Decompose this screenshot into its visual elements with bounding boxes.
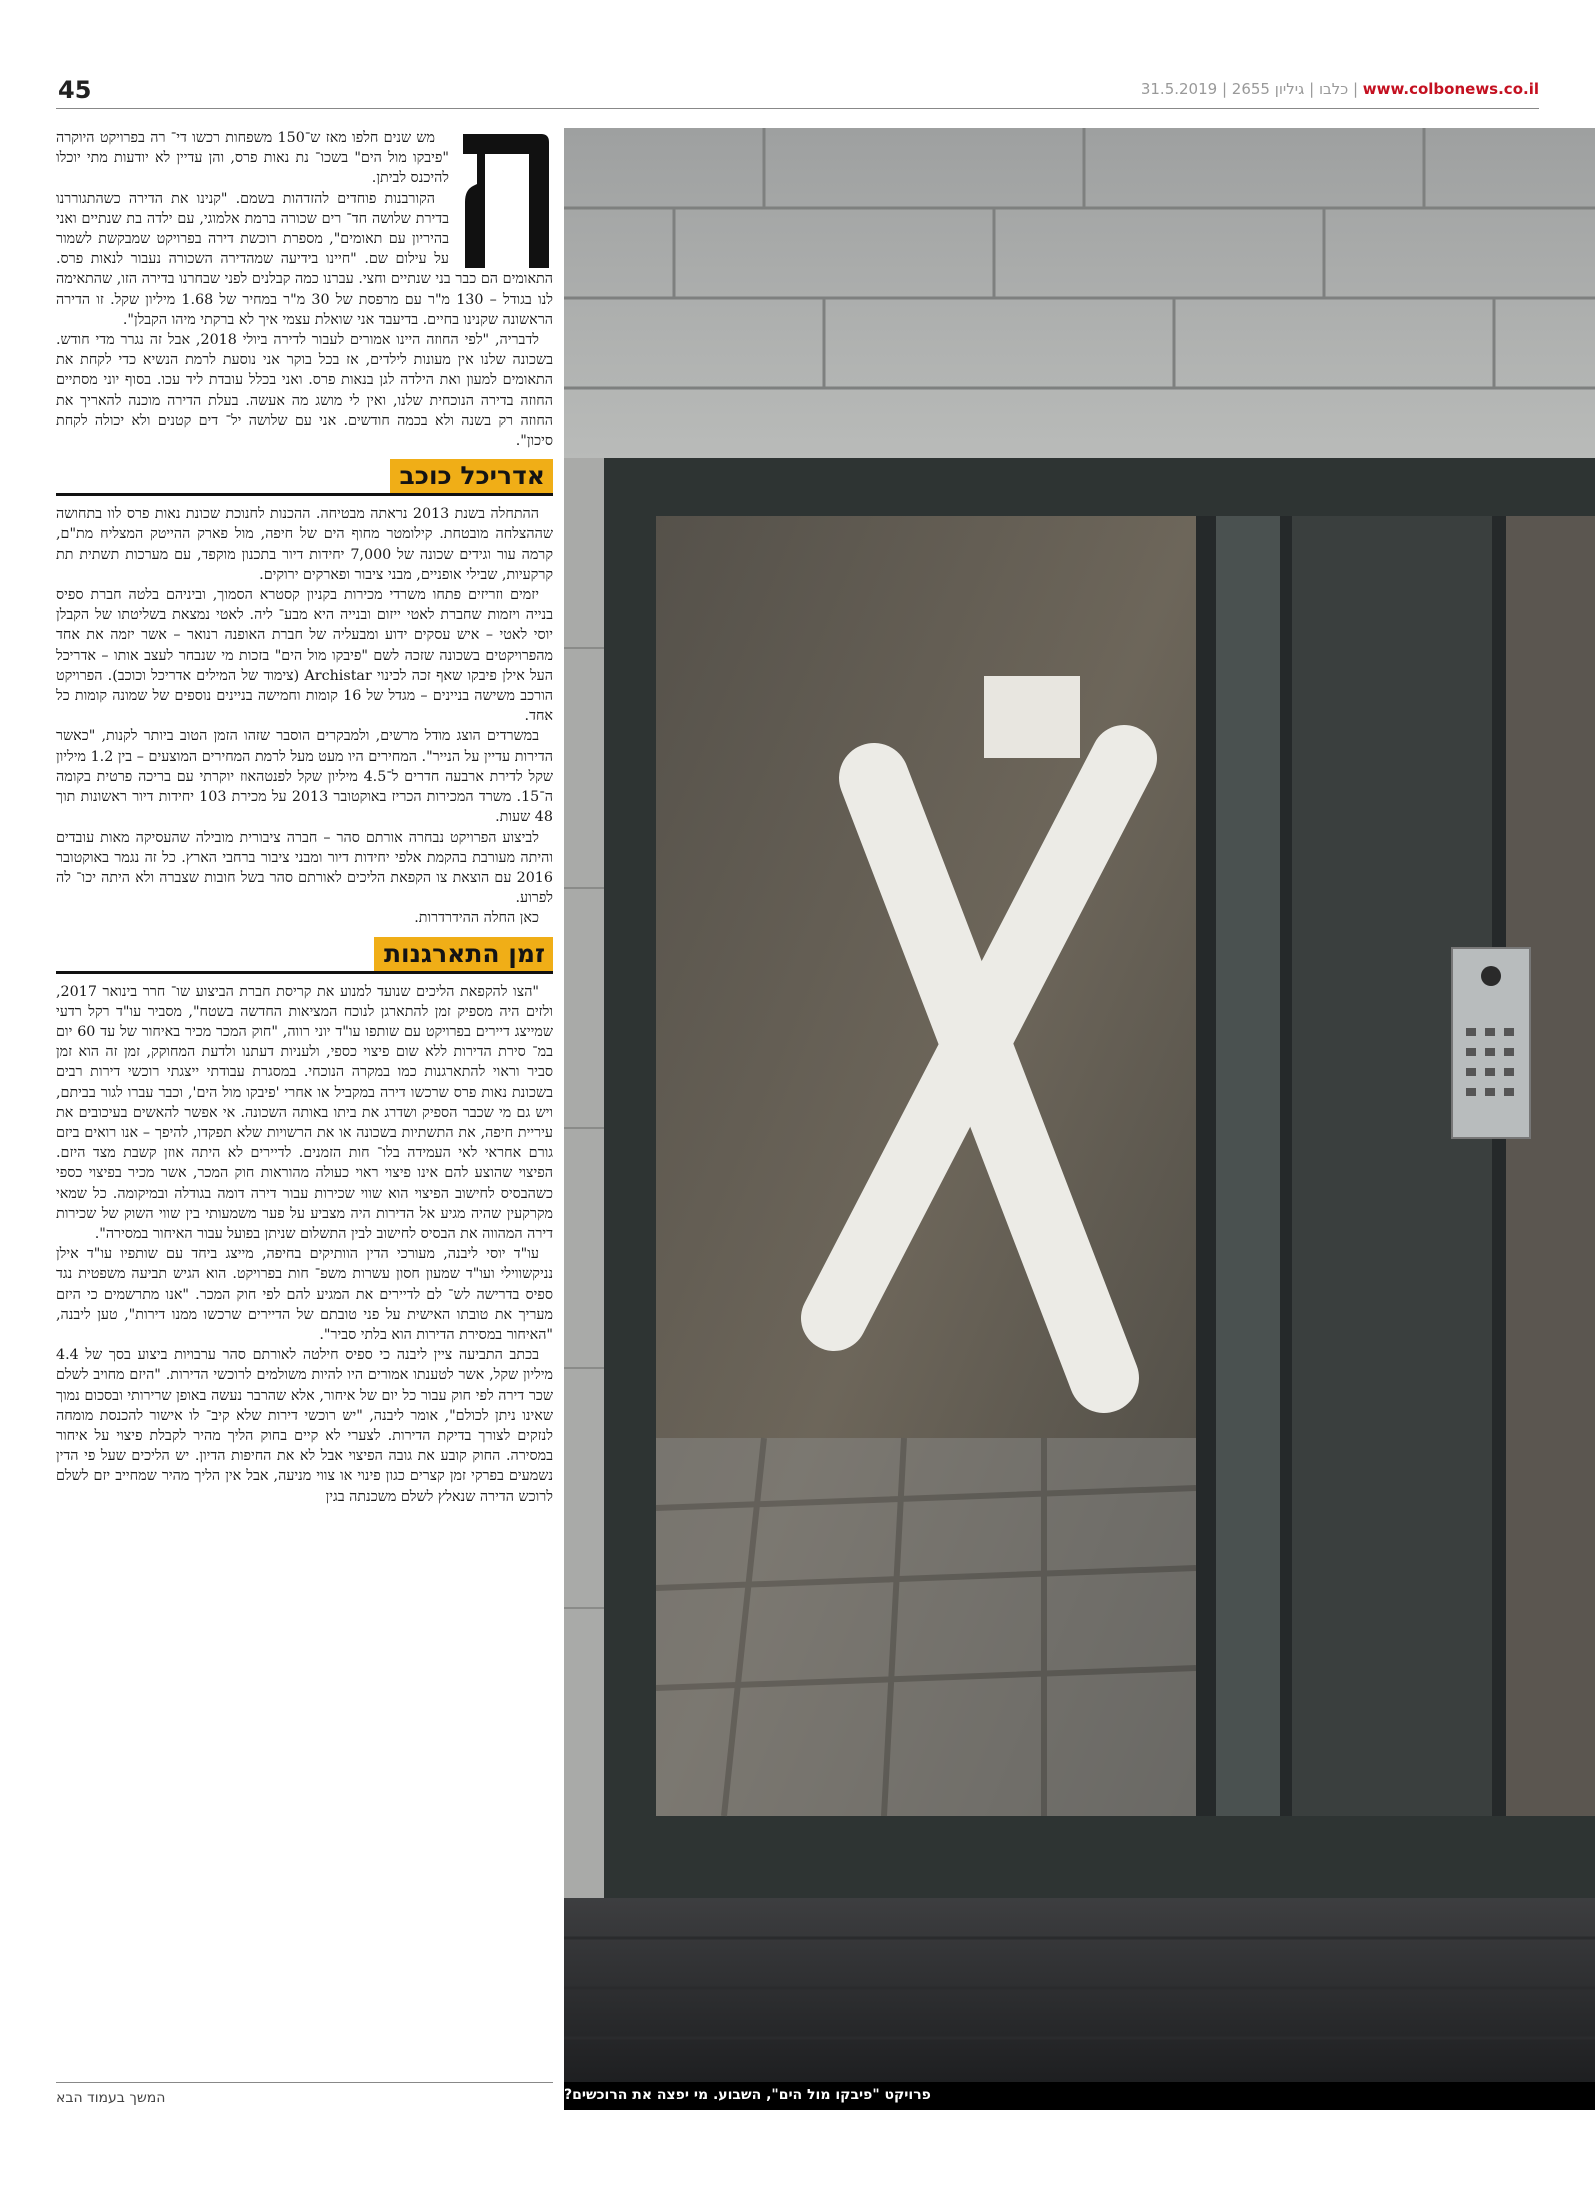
publication-name: כלבו xyxy=(1318,80,1349,98)
header-meta xyxy=(1141,80,1539,98)
body-paragraph: בכתב התביעה ציין ליבנה כי ספיס חילטה לאורתם סהר ערבויות ביצוע בסך של 4.4 מיליון שקל, אשר לטענתו אמורים היו להיות משולמים לרוכשי הדירות. "היזם מחויב לשלם שכר דירה לפי חוק עבור כל יום של איחור, אלא שהרבר נעשה באופן שרירותי ובסכום נמוך שאינו ניתן לכולם", אומר ליבנה, "יש רוכשי דירות שלא קיב־ לו אישור להכנסת מומחה לנזקים לצורך בדיקת הדירות. לצערי לא קיים בחוק הליך מהיר לקבלת פיצוי על איחור במסירה. החוק קובע את גובה הפיצוי אבל לא את החיפות הדיון. יש הליכים שעל פי הדין נשמעים בפרקי זמן קצרים כגון פינוי או צווי מניעה, אבל אין הליך מהיר שמחייב יזם לשלם לרוכש הדירה שנאלץ לשלם משכנתה בגין xyxy=(56,1347,553,1505)
drop-cap-glyph xyxy=(459,130,553,268)
article-photo xyxy=(564,128,1595,2082)
body-paragraph: ההתחלה בשנת 2013 נראתה מבטיחה. ההכנות לחנוכת שכונת נאות פרס לוו בתחושה שההצלחה מובטחת. קילומטר מחוף הים של חיפה, מול פארק ההייטק המצליח מת"ם, קרמה עור וגידים שכונה של 7,000 יחידות דיור בתכנון מוקפד, עם מערכות תשתית תת קרקעיות, שבילי אופניים, מבני ציבור ופארקים ירוקים. xyxy=(56,506,553,583)
photo-caption-strip xyxy=(564,2082,1595,2110)
intro-paragraph: לדבריה, "לפי החוזה היינו אמורים לעבור לדירה ביולי 2018, אבל זה נגרר מדי חודש. בשכונה שלנו אין מעונות לילדים, אז בכל בוקר אני נוסעת לרמת הנשיא כדי לקחת את התאומים למעון ואת הילדה לגן בנאות פרס. ואני בכלל עובדת ליד עכו. בסוף יוני מסתיים החוזה בדירה הנוכחית שלנו, ואין לי מושג מה אעשה. בעלת הדירה מוכנה להאריך את החוזה רק בשנה ולא בכמה חודשים. אני עם שלושה יל־ דים קטנים ולא יכולה לקחת סיכון". xyxy=(56,332,553,450)
issue-date: 31.5.2019 xyxy=(1140,80,1218,98)
subheading-rule xyxy=(56,971,553,974)
subheading-architect xyxy=(56,459,553,496)
body-paragraph: במשרדים הוצג מודל מרשים, ולמבקרים הוסבר שזהו הזמן הטוב ביותר לקנות, "כאשר הדירות עדיין על הנייר". המחירים היו מעט מעל לרמת המחירים המוצעים – בין 1.2 מיליון שקל לדירת ארבעה חדרים ל־4.5 מיליון שקל לפנטהאוז יוקרתי עם בריכה פרטית בקומה ה־15. משרד המכירות הכריז באוקטובר 2013 על מכירת 103 יחידות דיור ראשונות תוך 48 שעות. xyxy=(56,728,553,826)
header-sep: | xyxy=(1348,80,1358,98)
subheading-rule xyxy=(56,493,553,496)
footer-rule xyxy=(56,2082,553,2083)
intro-paragraph: מש שנים חלפו מאז ש־150 משפחות רכשו די־ רה בפרויקט היוקרה "פיבקו מול הים" בשכו־ נת נאות פרס, והן עדיין לא יודעות מתי יוכלו להיכנס לביתן. xyxy=(56,130,449,187)
header-rule xyxy=(56,108,1539,109)
subheading-text: אדריכל כוכב xyxy=(390,459,553,493)
header-sep: | xyxy=(1217,80,1228,98)
drop-cap xyxy=(459,130,553,268)
photo-caption: פרויקט "פיבקו מול הים", השבוע. מי יפצה את הרוכשים? xyxy=(564,2087,931,2103)
intro-paragraph: הקורבנות פוחדים להזדהות בשמם. "קנינו את הדירה כשהתגוררנו בדירת שלושה חד־ רים שכורה ברמת אלמוגי, עם ילדה בת שנתיים ואני בהיריון עם תאומים", מספרת רוכשת דירה בפרויקט שמבקשת לשמור על עילום שם. "חיינו בידיעה שמהדירה השכורה נעבור לנאות פרס. התאומים הם כבר בני שנתיים וחצי. עברנו כמה קבלנים לפני שבחרנו בדירה הזו, שהתאימה לנו בגודל – 130 מ"ר עם מרפסת של 30 מ"ר במחיר של 1.68 מיליון שקל. זו הדירה הראשונה שקנינו בחיים. בדיעבד אני שואלת עצמי איך לא ברקתי מיהו הקבלן". xyxy=(56,190,553,328)
article-body xyxy=(56,128,553,2088)
header-sep: | xyxy=(1304,80,1315,98)
issue-number: גיליון 2655 xyxy=(1231,80,1305,98)
body-paragraph: "הצו להקפאת הליכים שנועד למנוע את קריסת חברת הביצוע שו־ חרר בינואר 2017, ולזים היה מספיק זמן להתארגן לנוכח המציאות החדשה בשטח", מסביר עו"ד רקל רדעי שמייצג דיירים בפרויקט עם שותפו עו"ד יוני רווה, "חוק המכר מכיר באיחור של עד 60 יום במ־ סירת הדירות ללא שום פיצוי כספי, ולעניות דעתנו ולדעת המחוקק, זמן זה הוא זמן סביר וראוי להתארגנות כמו במקרה הנוכחי. במסגרת עבודתי ייצגתי רוכשי דירות רבים בשכונת נאות פרס שרכשו דירה במקביל או אחרי 'פיבקו מול הים', וכבר עברו לגור בביתם, ויש גם מי שכבר הספיק ושדרג את ביתו באותה השכונה. אי אפשר להאשים בעיכובים את עיריית חיפה, את התשתיות בשכונה או את הרשויות שלא תפקדו, להיפך – אנו רואים ביזם גורם אחראי לאי העמידה בלו־ חות הזמנים. לדיירים לא היתה אוזן קשבת מצד היזם. הפיצוי שהוצע להם אינו פיצוי ראוי כעולה מהוראות חוק המכר, אשר מכיר בפיצוי כספי כשהבסיס לחישוב הפיצוי הוא שווי שכירות עבור דירה דומה בגודלה ובמיקומה. כל שמאי מקרקעין שהיה מגיע אל הדירות היה מצביע על פער משמעותי בין שווי השוק של שכירות דירה המהווה את הבסיס לחישוב לבין התשלום שניתן בפועל עבור האיחור במסירה". xyxy=(56,983,553,1242)
photo-illustration xyxy=(564,128,1595,2082)
body-paragraph: יזמים וזריזים פתחו משרדי מכירות בקניון קסטרא הסמוך, וביניהם בלטה חברת ספיס בנייה ויזמות שחברת לאטי ייזום ובנייה היא מבע־ ליה. לאטי נמצאת בשליטתו של הקבלן יוסי לאטי – איש עסקים ידוע ומבעליה של חברת האופנה רנואר – אשר יזמה את אחד מהפרויקטים בשכונה שזכה לשם "פיבקו מול הים" בזכות מי שנבחר לעצב אותו – אדריכל העל אילן פיבקו שאף זכה לכינוי Archistar (צימוד של המילים אדריכל וכוכב). הפרויקט הורכב משישה בניינים – מגדל של 16 קומות וחמישה בניינים נוספים של שמונה קומות כל אחד. xyxy=(56,587,553,725)
site-url[interactable]: www.colbonews.co.il xyxy=(1362,80,1539,98)
continued-note: המשך בעמוד הבא xyxy=(56,2090,166,2106)
body-paragraph: כאן החלה ההידרדרות. xyxy=(414,910,539,927)
page-number: 45 xyxy=(58,76,92,104)
body-paragraph: עו"ד יוסי ליבנה, מעורכי הדין הוותיקים בחיפה, מייצג ביחד עם שותפיו עו"ד אילן נניקשווילי ועו"ד שמעון חסון עשרות משפ־ חות בפרויקט. הוא הגיש תביעה משפטית נגד ספיס בדרישה לש־ לם לדיירים את המגיע להם לפי חוק המכר. "אנו מתרשמים כי היזם מעריך את טובתו האישית על פני טובתם של הדיירים שרכשו ממנו דירות", טען ליבנה, "האיחור במסירת הדירות הוא בלתי סביר". xyxy=(56,1246,553,1343)
page-header xyxy=(56,70,1539,110)
subheading-organizing-time xyxy=(56,937,553,974)
subheading-text: זמן התארגנות xyxy=(374,937,553,971)
paper-notice xyxy=(984,676,1080,758)
body-paragraph: לביצוע הפרויקט נבחרה אורתם סהר – חברה ציבורית מובילה שהעסיקה מאות עובדים והיתה מעורבת בהקמת אלפי יחידות דיור ומבני ציבור ברחבי הארץ. כל זה נגמר באוקטובר 2016 עם הוצאת צו הקפאת הליכים לאורתם סהר בשל חובות שצברה ולא היתה יכו־ לה לפרוע. xyxy=(56,829,553,907)
